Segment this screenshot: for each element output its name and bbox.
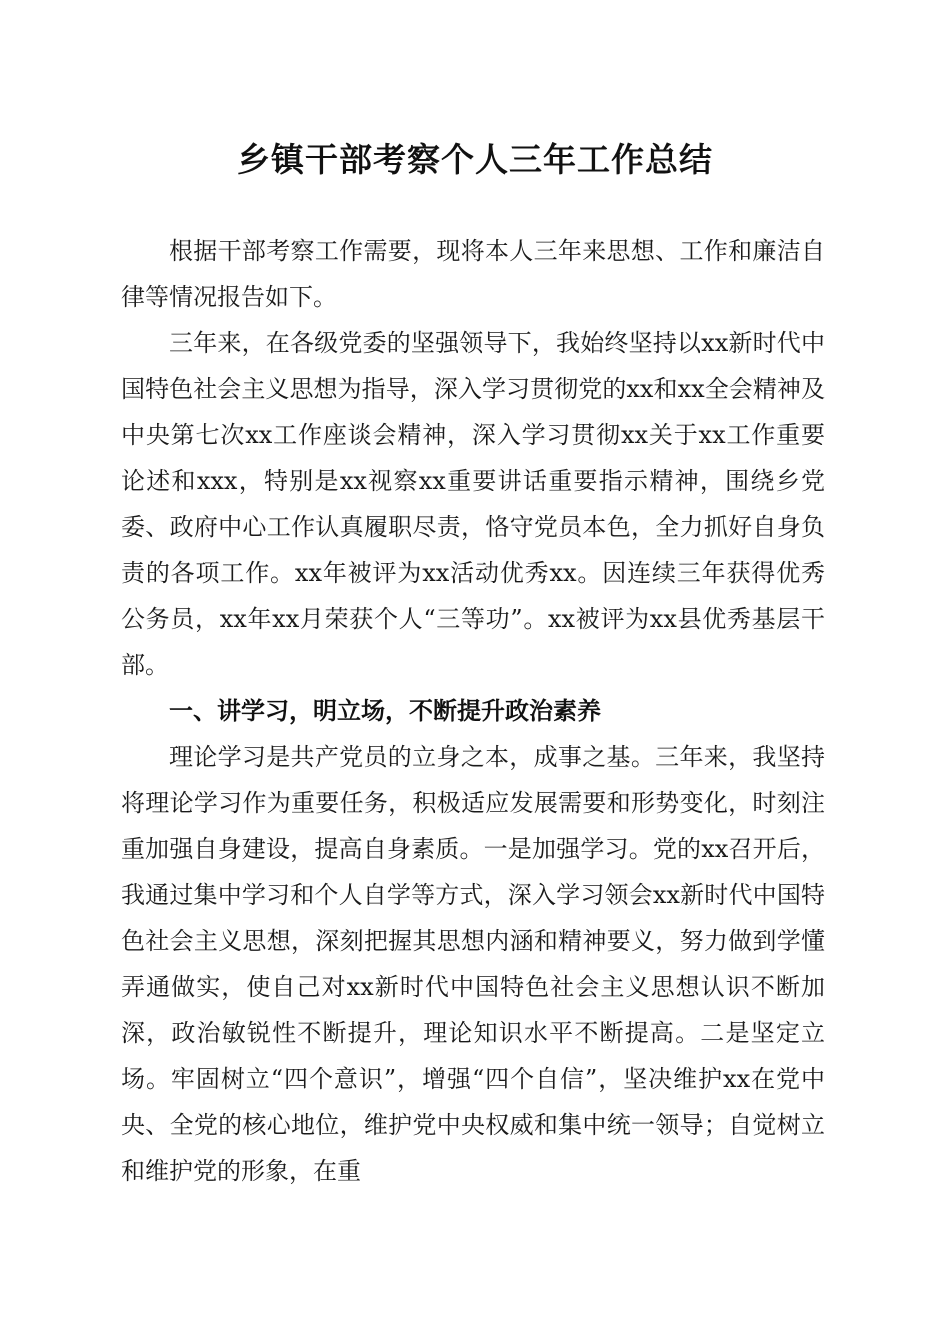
document-title: 乡镇干部考察个人三年工作总结 xyxy=(237,140,713,179)
section-1-heading: 一、讲学习，明立场，不断提升政治素养 xyxy=(169,697,601,725)
section-1-paragraph: 理论学习是共产党员的立身之本，成事之基。三年来，我坚持将理论学习作为重要任务，积极适应发展需要和形势变化，时刻注重加强自身建设，提高自身素质。一是加强学习。党的xx召开后，我通过集中学习和个人自学等方式，深入学习领会xx新时代中国特色社会主义思想，深刻把握其思想内涵和精神要义，努力做到学懂弄通做实，使自己对xx新时代中国特色社会主义思想认识不断加深，政治敏锐性不断提升，理论知识水平不断提高。二是坚定立场。牢固树立“四个意识”，增强“四个自信”，坚决维护xx在党中央、全党的核心地位，维护党中央权威和集中统一领导；自觉树立和维护党的形象，在重 xyxy=(121,743,825,1185)
overview-paragraph: 三年来，在各级党委的坚强领导下，我始终坚持以xx新时代中国特色社会主义思想为指导，深入学习贯彻党的xx和xx全会精神及中央第七次xx工作座谈会精神，深入学习贯彻xx关于xx工作重要论述和xxx，特别是xx视察xx重要讲话重要指示精神，围绕乡党委、政府中心工作认真履职尽责，恪守党员本色，全力抓好自身负责的各项工作。xx年被评为xx活动优秀xx。因连续三年获得优秀公务员，xx年xx月荣获个人“三等功”。xx被评为xx县优秀基层干部。 xyxy=(121,329,825,679)
document-body xyxy=(121,228,825,1194)
intro-paragraph: 根据干部考察工作需要，现将本人三年来思想、工作和廉洁自律等情况报告如下。 xyxy=(121,237,825,311)
